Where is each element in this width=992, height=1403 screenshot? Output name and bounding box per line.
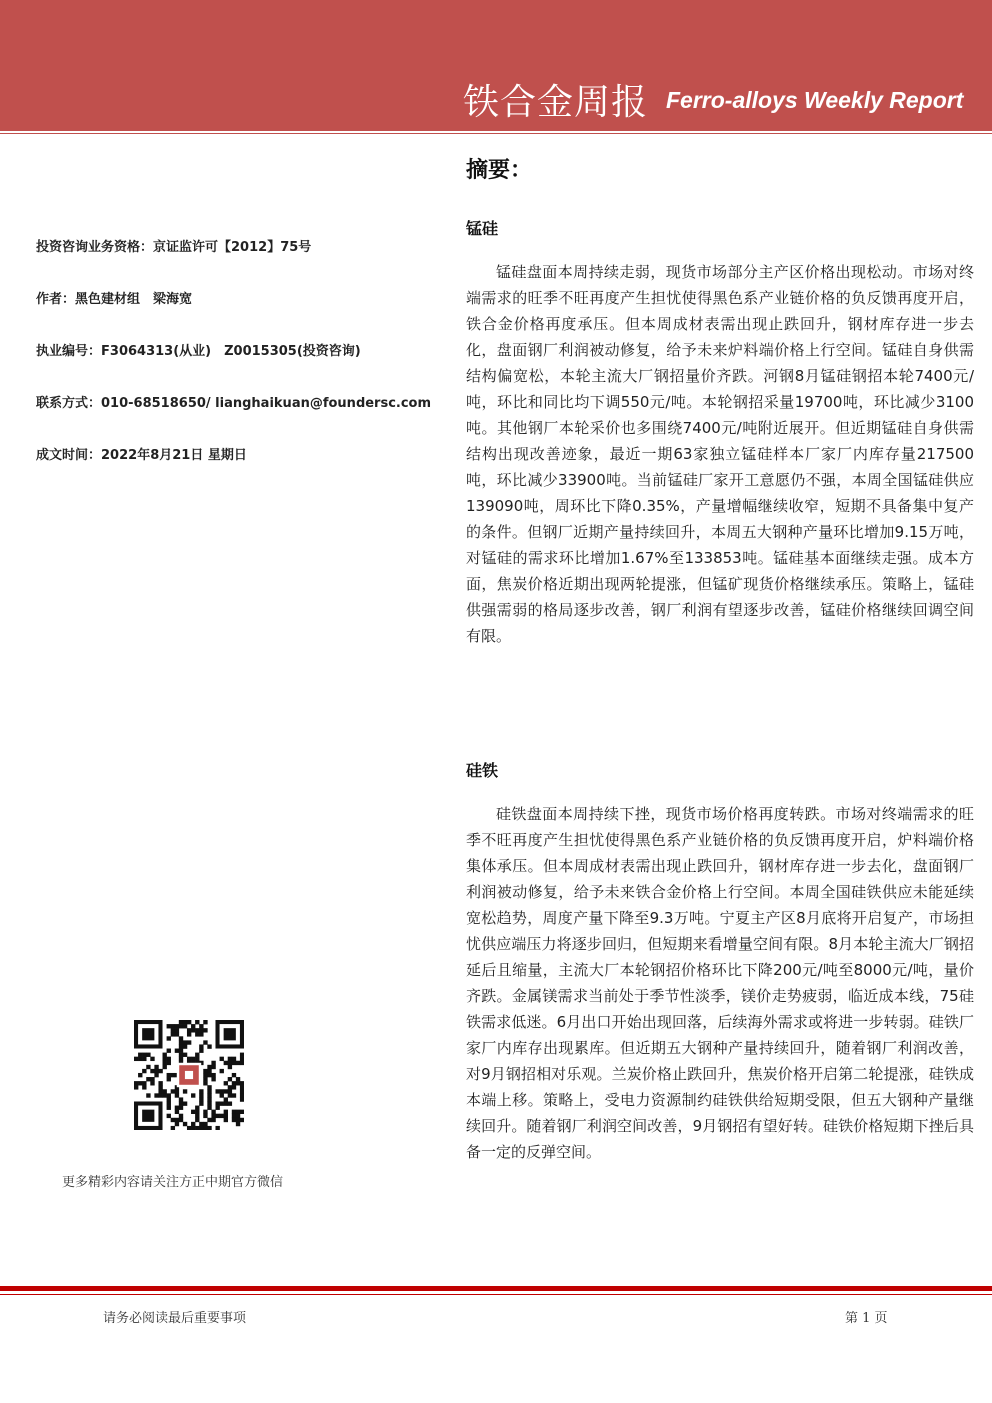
contact-value[interactable]: 010-68518650/ lianghaikuan@foundersc.com [101,396,432,411]
author-value: 黑色建材组 梁海宽 [75,292,193,307]
section-body-silicomanganese: 锰硅盘面本周持续走弱，现货市场部分主产区价格出现松动。市场对终端需求的旺季不旺再度产生担忧使得黑色系产业链价格的负反馈再度开启，铁合金价格再度承压。但本周成材表需出现止跌回升，钢材库存进一步去化，盘面钢厂利润被动修复，给予未来炉料端价格上行空间。锰硅自身供需结构偏宽松，本轮主流大厂钢招量价齐跌。河钢8月锰硅钢招本轮7400元/吨，环比和同比均下调550元/吨。本轮钢招采量19700吨，环比减少3100吨。其他钢厂本轮采价也多围绕7400元/吨附近展开。但近期锰硅自身供需结构出现改善迹象，最近一期63家独立锰硅样本厂家厂内库存量217500吨，环比减少33900吨。当前锰硅厂家开工意愿仍不强，本周全国锰硅供应139090吨，周环比下降0.35%，产量增幅继续收窄，短期不具备集中复产的条件。但钢厂近期产量持续回升，本周五大钢种产量环比增加9.15万吨，对锰硅的需求环比增加1.67%至133853吨。锰硅基本面继续走强。成本方面，焦炭价格近期出现两轮提涨，但锰矿现货价格继续承压。策略上，锰硅供强需弱的格局逐步改善，钢厂利润有望逐步改善，锰硅价格继续回调空间有限。 [466,263,974,645]
qualification-row [36,236,311,255]
section-body-ferrosilicon: 硅铁盘面本周持续下挫，现货市场价格再度转跌。市场对终端需求的旺季不旺再度产生担忧使得黑色系产业链价格的负反馈再度开启，炉料端价格集体承压。但本周成材表需出现止跌回升，钢材库存进一步去化，盘面钢厂利润被动修复，给予未来铁合金价格上行空间。本周全国硅铁供应未能延续宽松趋势，周度产量下降至9.3万吨。宁夏主产区8月底将开启复产，市场担忧供应端压力将逐步回归，但短期来看增量空间有限。8月本轮主流大厂钢招延后且缩量，主流大厂本轮钢招价格环比下降200元/吨至8000元/吨，量价齐跌。金属镁需求当前处于季节性淡季，镁价走势疲弱，临近成本线，75硅铁需求低迷。6月出口开始出现回落，后续海外需求或将进一步转弱。硅铁厂家厂内库存出现累库。但近期五大钢种产量持续回升，随着钢厂利润改善，对9月钢招相对乐观。兰炭价格止跌回升，焦炭价格开启第二轮提涨，硅铁成本端上移。策略上，受电力资源制约硅铁供给短期受限，但五大钢种产量继续回升。随着钢厂利润空间改善，9月钢招有望好转。硅铁价格短期下挫后具备一定的反弹空间。 [466,805,974,1161]
footer-rule [0,1286,992,1291]
report-title-en: Ferro-alloys Weekly Report [666,87,964,113]
abstract-heading: 摘要： [466,158,533,183]
footer-rule-thin [0,1294,992,1295]
page-number: 第 1 页 [845,1311,888,1326]
author-label: 作者： [36,292,76,307]
contact-label: 联系方式： [36,396,102,411]
footer-disclaimer: 请务必阅读最后重要事项 [103,1311,247,1326]
author-row [36,288,192,307]
date-row [36,444,247,463]
qr-code [134,1020,244,1130]
qr-code-icon [134,1020,244,1130]
section-title-silicomanganese: 锰硅 [466,219,499,238]
date-value: 2022年8月21日 星期日 [101,448,247,463]
report-title-cn: 铁合金周报 [463,82,649,123]
license-label: 执业编号： [36,344,102,359]
license-row [36,340,361,359]
license-value: F3064313(从业) Z0015305(投资咨询) [101,344,361,359]
date-label: 成文时间： [36,448,102,463]
contact-row [36,392,431,411]
qualification-label: 投资咨询业务资格： [36,240,154,255]
banner-divider-thin [0,133,992,134]
section-title-ferrosilicon: 硅铁 [466,761,499,780]
qualification-value: 京证监许可【2012】75号 [153,240,312,255]
qr-caption: 更多精彩内容请关注方正中期官方微信 [62,1175,284,1190]
